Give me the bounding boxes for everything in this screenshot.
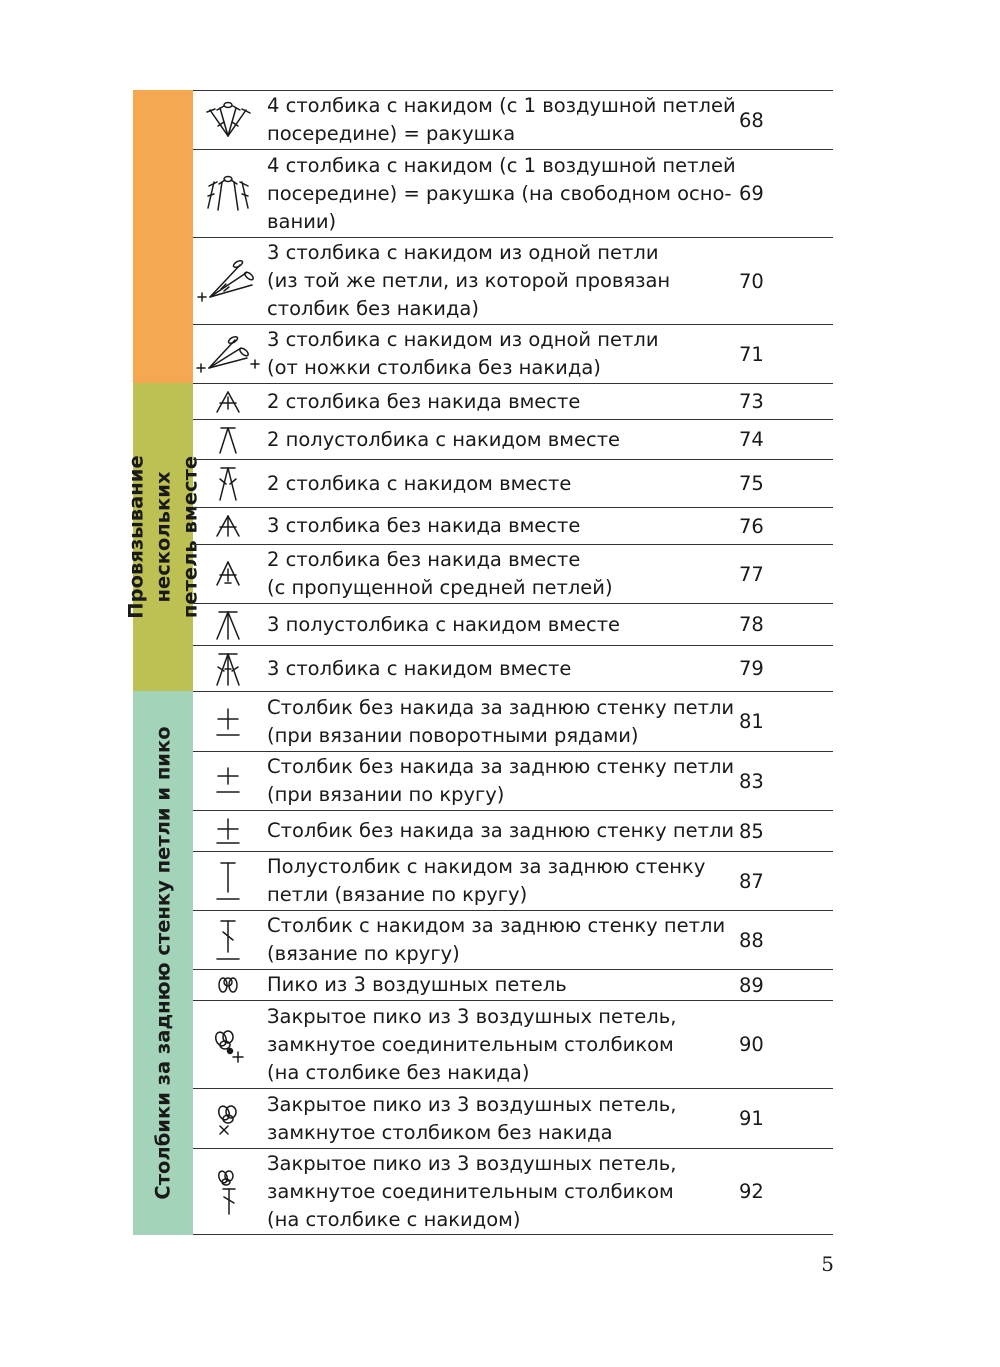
entry-text: Полустолбик с накидом за заднюю стенку петли (вязание по кругу) [267, 855, 706, 906]
entry-page: 81 [739, 710, 764, 733]
entry-text: 3 столбика с накидом из одной петли (от ножки столбика без накида) [267, 328, 659, 379]
table-row [193, 459, 833, 507]
dc3tog-icon [193, 646, 263, 691]
entry-text: 4 столбика с накидом (с 1 воздушной петлей посередине) = ракушка [267, 94, 736, 145]
entry-page: 77 [739, 562, 764, 586]
table-row [193, 603, 833, 645]
table-row [193, 1148, 833, 1235]
entry-text: 4 столбика с накидом (с 1 воздушной петлей посередине) = ракушка (на свободном осно- вании) [267, 153, 736, 233]
entry-page: 83 [739, 769, 764, 793]
entry-page: 90 [739, 1033, 764, 1056]
entry-text: Закрытое пико из 3 воздушных петель, замкнутое соединительным столбиком (на столбике с накидом) [267, 1151, 677, 1231]
table-row [193, 383, 833, 419]
table-row [193, 544, 833, 603]
closed-picot-dc-icon [193, 1149, 263, 1234]
shell-icon [193, 91, 263, 149]
dc2tog-icon [193, 460, 263, 507]
entry-text: 3 столбика с накидом вместе [267, 656, 572, 680]
table-row [193, 90, 833, 149]
entry-text: 2 столбика без накида вместе [267, 389, 581, 413]
entry-text: 2 полустолбика с накидом вместе [267, 427, 621, 451]
sc2tog-skip-icon [193, 545, 263, 603]
entry-text: 3 столбика с накидом из одной петли (из той же петли, из которой провязан столбик без накида) [267, 241, 671, 320]
entry-text: Столбик без накида за заднюю стенку петли [267, 819, 735, 842]
table-row [193, 237, 833, 324]
picot-icon [193, 970, 263, 1000]
entry-page: 74 [739, 428, 764, 451]
entry-text: 2 столбика с накидом вместе [267, 471, 572, 495]
table-row [193, 419, 833, 459]
sc-back-loop-plain-icon [193, 811, 263, 851]
hdc-back-loop-icon [193, 852, 263, 910]
entry-text: Пико из 3 воздушных петель [267, 973, 567, 996]
entry-text: 3 столбика без накида вместе [267, 514, 581, 537]
shell-free-base-icon [193, 150, 263, 237]
entry-page: 76 [739, 514, 764, 538]
closed-picot-sc-slip-icon [193, 1001, 263, 1088]
entry-page: 68 [739, 108, 764, 132]
table-row [193, 1000, 833, 1088]
section-label-decreases: Провязывание нескольких петель вместе [124, 455, 202, 619]
closed-picot-sc-icon [193, 1089, 263, 1148]
page-number: 5 [821, 1252, 834, 1276]
entry-page: 79 [739, 657, 764, 680]
sc2tog-icon [193, 384, 263, 419]
entry-page: 91 [739, 1107, 764, 1130]
table-row [193, 810, 833, 851]
hdc2tog-icon [193, 420, 263, 459]
hdc3tog-icon [193, 604, 263, 645]
table-row [193, 645, 833, 691]
table-row [193, 751, 833, 810]
fan-from-same-stitch-icon [193, 238, 263, 324]
section-band-back-loop [133, 691, 193, 1235]
section-band-decreases [124, 383, 202, 691]
entry-page: 92 [739, 1180, 764, 1203]
table-row [193, 851, 833, 910]
entry-page: 70 [739, 269, 764, 293]
entry-text: 2 столбика без накида вместе (с пропущенной средней петлей) [267, 548, 613, 599]
sc-back-loop-icon [193, 692, 263, 751]
entry-text: Закрытое пико из 3 воздушных петель, замкнутое соединительным столбиком (на столбике без накида) [267, 1004, 677, 1084]
table-row [193, 149, 833, 237]
entry-page: 69 [739, 182, 764, 205]
table-row [193, 969, 833, 1000]
entry-text: Столбик без накида за заднюю стенку петли (при вязании по кругу) [267, 755, 735, 806]
entry-text: Столбик без накида за заднюю стенку петли (при вязании поворотными рядами) [267, 695, 735, 747]
entry-page: 87 [739, 869, 764, 893]
table-row [193, 507, 833, 544]
sc-back-loop-round-icon [193, 752, 263, 810]
fan-from-stitch-leg-icon [193, 325, 263, 383]
entry-page: 75 [739, 472, 764, 495]
table-row [193, 910, 833, 969]
entry-text: Столбик с накидом за заднюю стенку петли (вязание по кругу) [267, 914, 726, 965]
entry-text: Закрытое пико из 3 воздушных петель, замкнутое столбиком без накида [267, 1092, 677, 1144]
sc3tog-icon [193, 508, 263, 544]
section-band-shells [133, 90, 193, 383]
entry-page: 78 [739, 613, 764, 636]
table-row [193, 324, 833, 383]
entry-page: 89 [739, 973, 764, 997]
entry-page: 73 [739, 390, 764, 413]
table-row [193, 691, 833, 751]
entry-text: 3 полустолбика с накидом вместе [267, 612, 621, 636]
entry-page: 88 [739, 928, 764, 952]
table-row [193, 1088, 833, 1148]
section-label-back-loop: Столбики за заднюю стенку петли и пико [151, 726, 175, 1200]
entry-page: 85 [739, 819, 764, 843]
entry-page: 71 [739, 342, 764, 366]
dc-back-loop-icon [193, 911, 263, 969]
